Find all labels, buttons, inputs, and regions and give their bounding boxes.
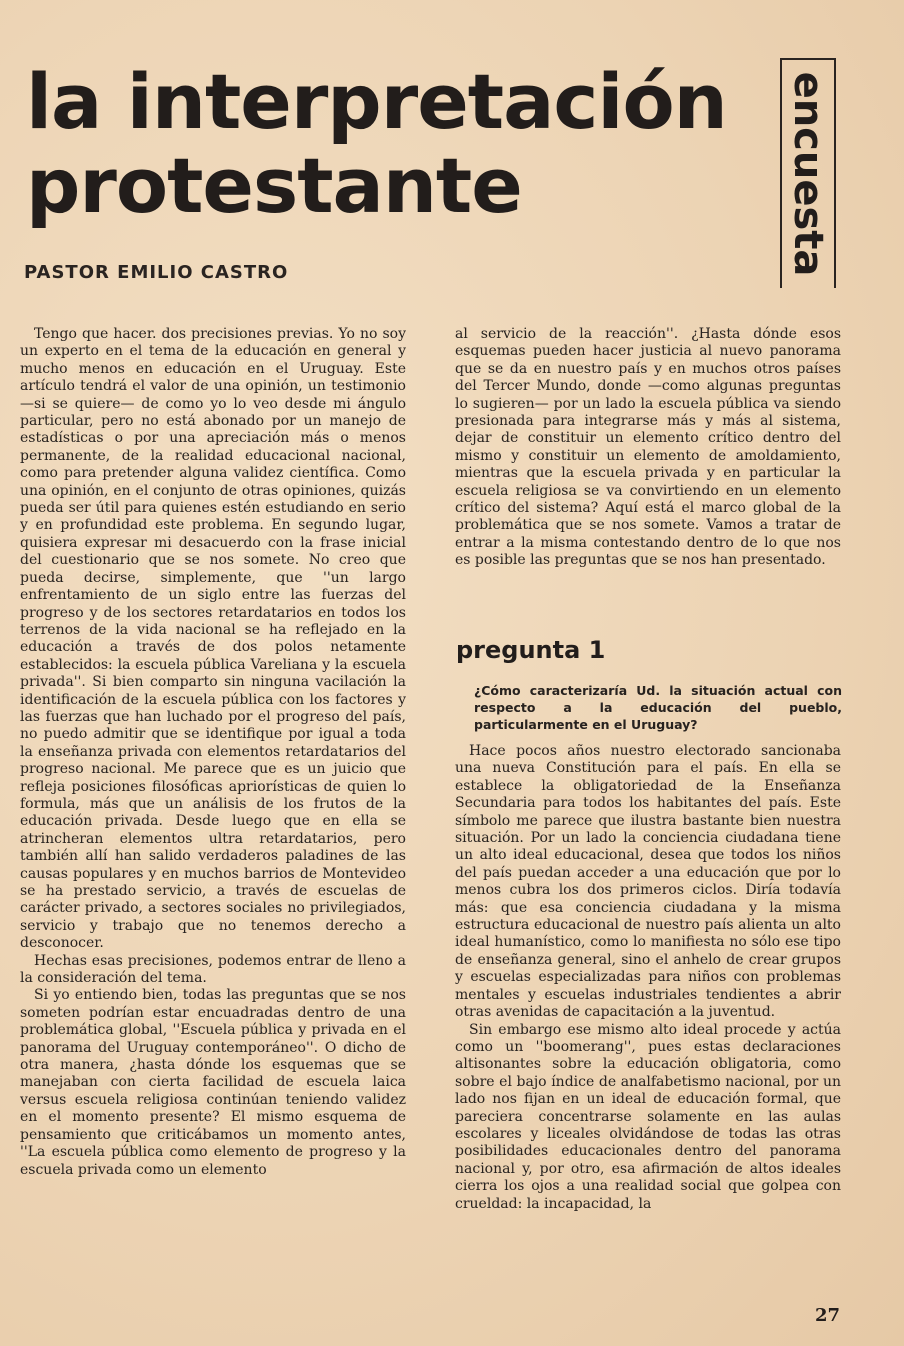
body-paragraph: al servicio de la reacción''. ¿Hasta dónde esos esquemas pueden hacer justicia al nuevo panorama que se da en nuestro país y en muchos otros países del Tercer Mundo, donde —como algunas preguntas lo sugieren— por un lado la escuela pública va siendo presionada para integrarse más y más al sistema, dejar de constituir un elemento crítico dentro del mismo y constituir un elemento de amoldamiento, mientras que la escuela privada y en particular la escuela religiosa se va convirtiendo en un elemento crítico del sistema? Aquí está el marco global de la problemática que se nos somete. Vamos a tratar de entrar a la misma contestando dentro de lo que nos es posible las preguntas que se nos han presentado.	[455, 326, 841, 569]
section-label: encuesta	[785, 71, 831, 277]
author-byline: PASTOR EMILIO CASTRO	[24, 262, 289, 283]
body-paragraph: Hechas esas precisiones, podemos entrar de lleno a la consideración del tema.	[20, 952, 406, 987]
body-paragraph: Sin embargo ese mismo alto ideal procede y actúa como un ''boomerang'', pues estas declaraciones altisonantes sobre la educación obligatoria, como sobre el bajo índice de analfabetismo nacional, por un lado nos fijan en un ideal de educación formal, que pareciera concentrarse solamente en las aulas escolares y liceales olvidándose de todas las otras posibilidades educacionales dentro del panorama nacional y, por otro, esa afirmación de altos ideales cierra los ojos a una realidad social que golpea con crueldad: la incapacidad, la	[455, 1021, 841, 1212]
question-heading: pregunta 1	[456, 636, 606, 664]
left-column	[20, 326, 406, 1179]
article-title	[26, 57, 727, 230]
body-paragraph: Tengo que hacer. dos precisiones previas. Yo no soy un experto en el tema de la educación en general y mucho menos en educación en el Uruguay. Este artículo tendrá el valor de una opinión, un testimonio —si se quiere— de como yo lo veo desde mi ángulo particular, pero no está abonado por un manejo de estadísticas o por una apreciación más o menos permanente, de la realidad educacional nacional, como para pretender alguna validez científica. Como una opinión, en el conjunto de otras opiniones, quizás pueda ser útil para quienes estén estudiando en serio y en profundidad este problema. En segundo lugar, quisiera expresar mi desacuerdo con la frase inicial del cuestionario que se nos somete. No creo que pueda decirse, simplemente, que ''un largo enfrentamiento de un siglo entre las fuerzas del progreso y de los sectores retardatarios en todos los terrenos de la vida nacional se ha reflejado en la educación a través de dos polos netamente establecidos: la escuela pública Vareliana y la escuela privada''. Si bien comparto sin ninguna vacilación la identificación de la escuela pública con los factores y las fuerzas que han luchado por el progreso del país, no puedo admitir que se identifique por igual a toda la enseñanza privada con elementos retardatarios del progreso nacional. Me parece que es un juicio que refleja posiciones filosóficas apriorísticas de quien lo formula, más que un análisis de los frutos de la educación privada. Desde luego que en ella se atrincheran elementos ultra retardatarios, pero también allí han salido verdaderos paladines de las causas populares y en muchos barrios de Montevideo se ha prestado servicio, a través de escuelas de carácter privado, a sectores sociales no privilegiados, servicio y trabajo que no tenemos derecho a desconocer.	[20, 326, 406, 952]
question-text: ¿Cómo caracterizaría Ud. la situación actual con respecto a la educación del pueblo, particularmente en el Uruguay?	[474, 683, 842, 732]
right-column-top	[455, 326, 841, 570]
body-paragraph: Hace pocos años nuestro electorado sancionaba una nueva Constitución para el país. En ella se establece la obligatoriedad de la Enseñanza Secundaria para todos los habitantes del país. Este símbolo me parece que ilustra bastante bien nuestra situación. Por un lado la conciencia ciudadana tiene un alto ideal educacional, desea que todos los niños del país puedan acceder a una educación que por lo menos cubra los dos primeros ciclos. Diría todavía más: que esa conciencia ciudadana y la misma estructura educacional de nuestro país alienta un alto ideal humanístico, como lo manifiesta no sólo ese tipo de enseñanza general, sino el anhelo de crear grupos y escuelas especializadas para niños con problemas mentales y escuelas industriales tendientes a abrir otras avenidas de capacitación a la juventud.	[455, 743, 841, 1021]
title-line-2: protestante	[26, 141, 522, 230]
body-paragraph: Si yo entiendo bien, todas las preguntas que se nos someten podrían estar encuadradas dentro de una problemática global, ''Escuela pública y privada en el panorama del Uruguay contemporáneo''. O dicho de otra manera, ¿hasta dónde los esquemas que se manejaban con cierta facilidad de escuela laica versus escuela religiosa continúan teniendo validez en el momento presente? El mismo esquema de pensamiento que criticábamos un momento antes, ''La escuela pública como elemento de progreso y la escuela privada como un elemento	[20, 987, 406, 1178]
section-label-box	[780, 58, 836, 288]
title-line-1: la interpretación	[26, 57, 727, 146]
page-number: 27	[815, 1305, 841, 1326]
right-column-bottom	[455, 743, 841, 1213]
